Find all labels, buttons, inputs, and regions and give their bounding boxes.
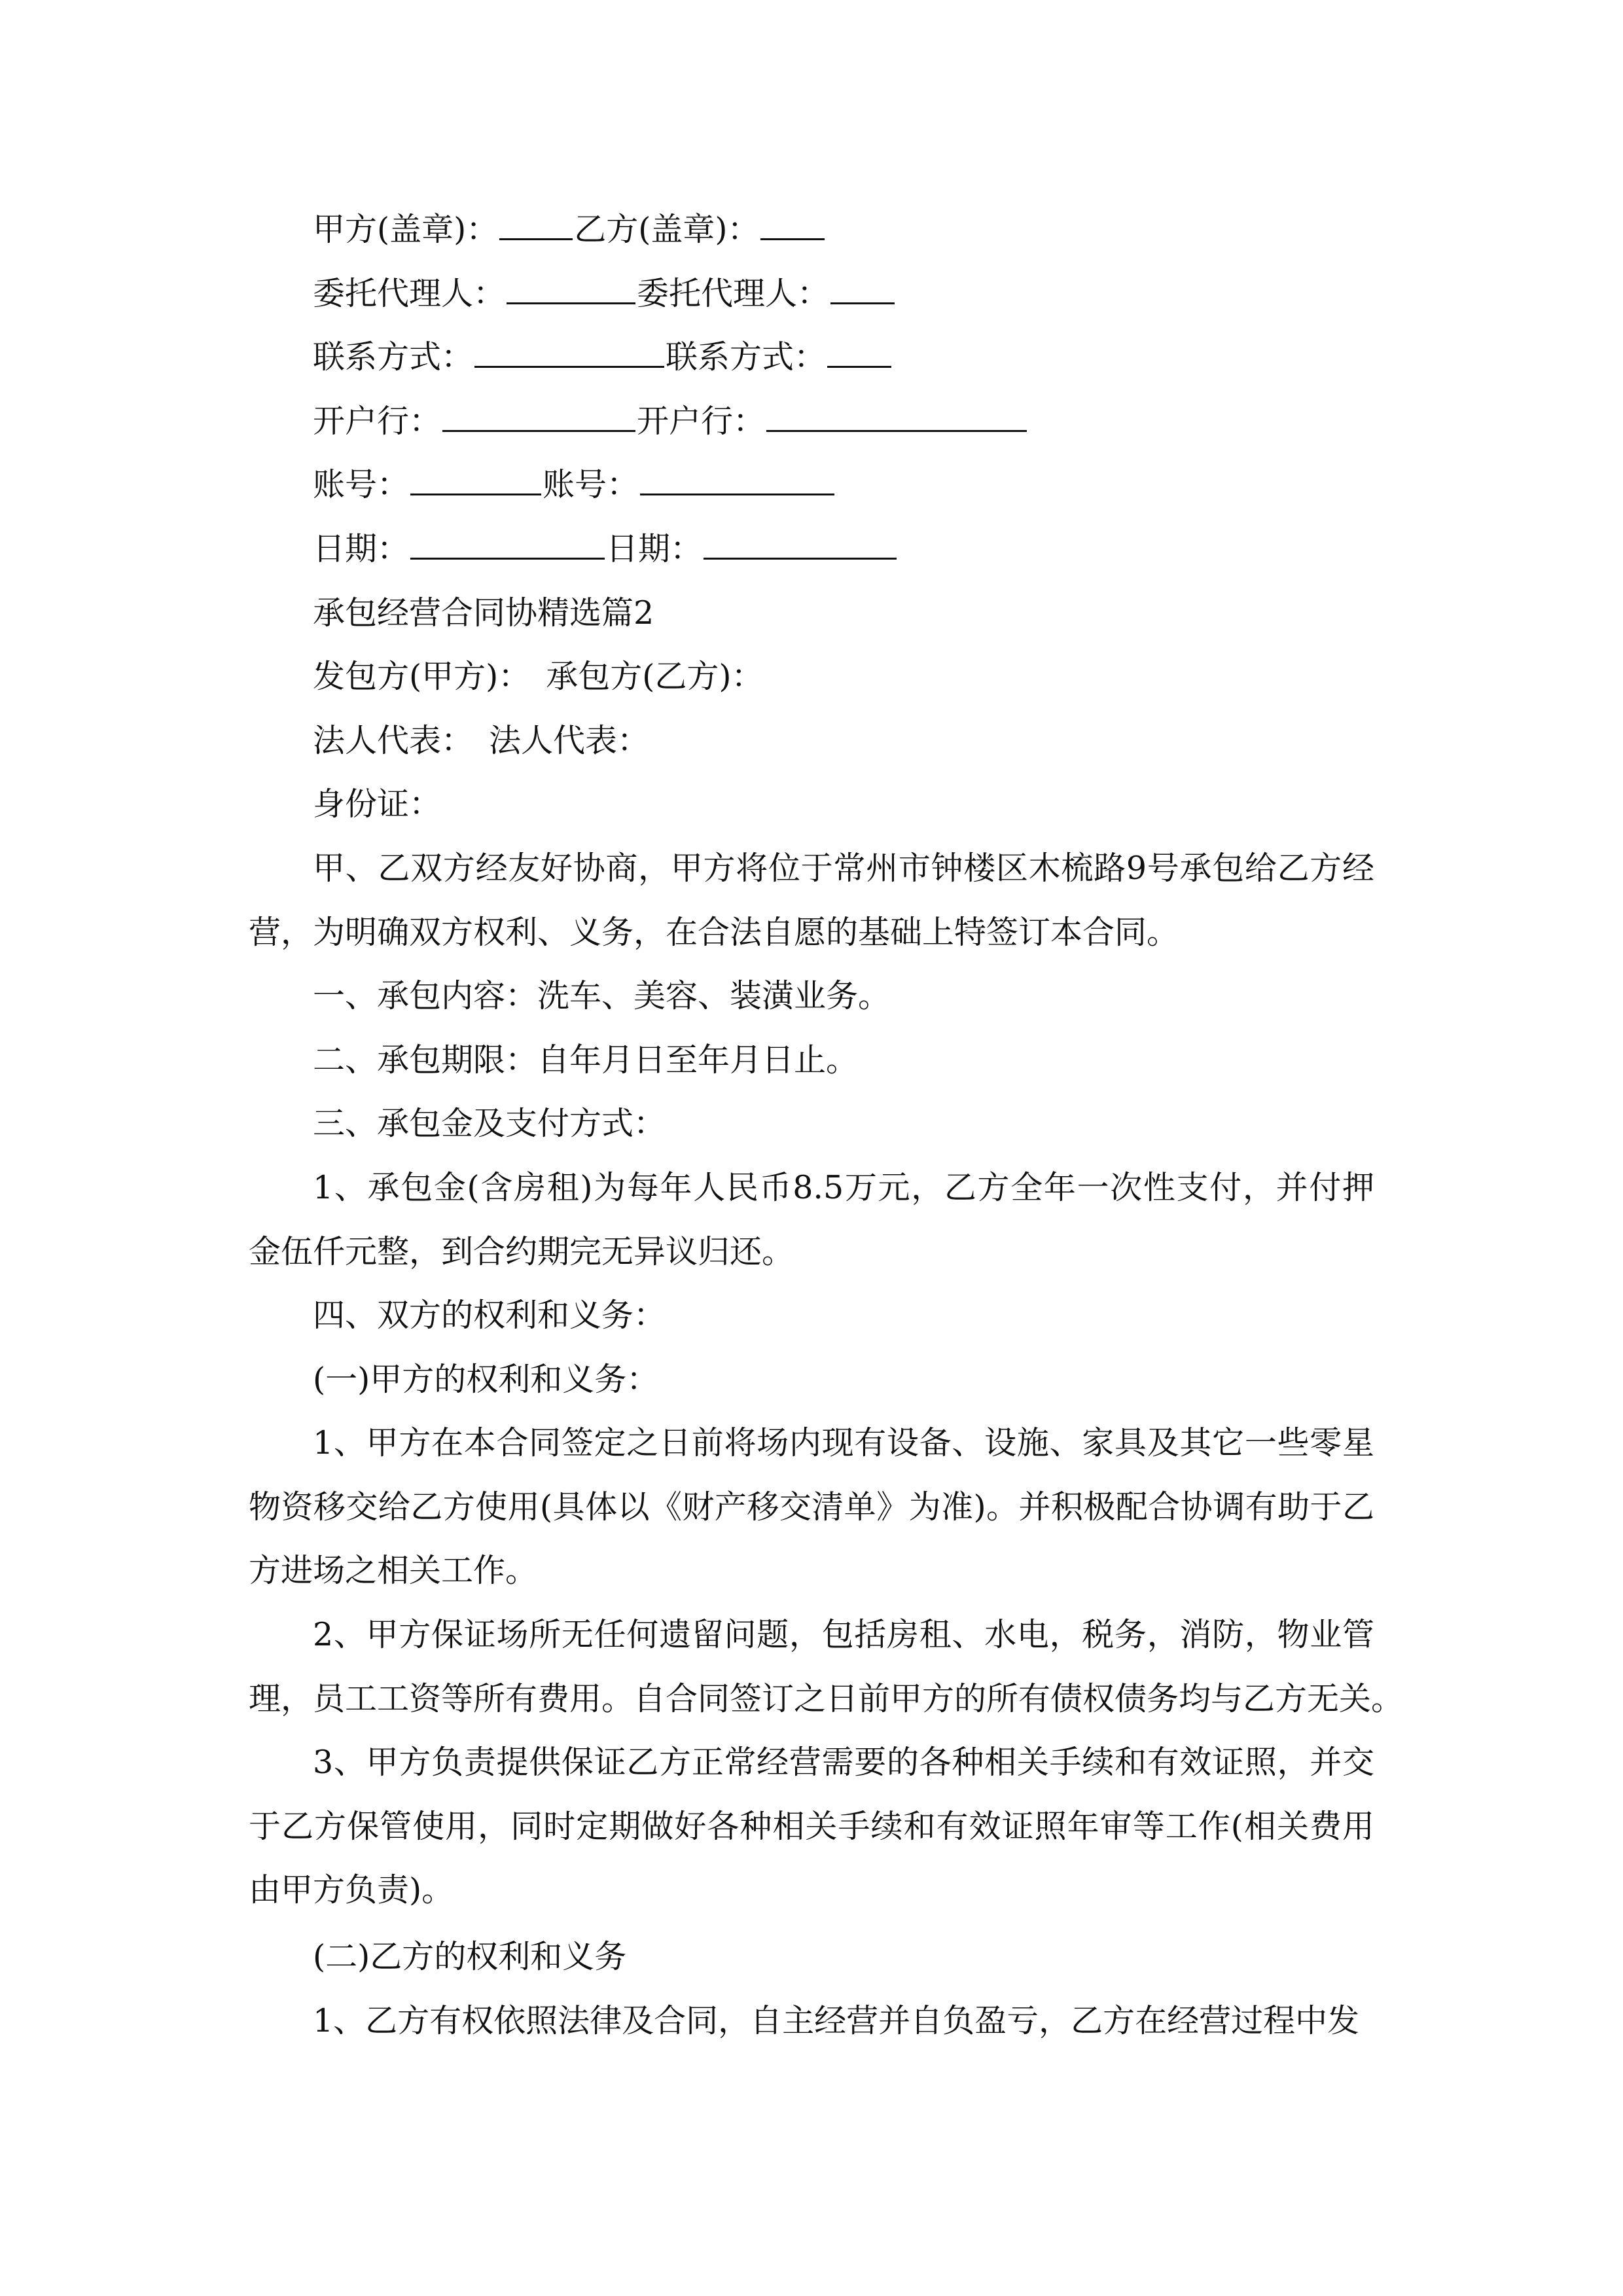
label: 乙方(盖章)： <box>574 211 760 248</box>
paragraph <box>249 1092 1374 1156</box>
signature-row-agent <box>249 262 1374 326</box>
blank-line <box>640 463 834 496</box>
blank-line <box>827 336 891 368</box>
label: 日期： <box>313 529 410 567</box>
paragraph-line: 四、双方的权利和义务： <box>313 1297 666 1335</box>
blank-line <box>410 463 541 496</box>
rep-label: 法人代表： <box>489 721 650 759</box>
label: 日期： <box>606 529 703 567</box>
paragraph-line: 金伍仟元整，到合约期完无异议归还。 <box>249 1232 794 1270</box>
signature-row-contact <box>249 325 1374 389</box>
paragraph-line: 三、承包金及支付方式： <box>313 1105 666 1143</box>
id-card-line: 身份证： <box>313 785 442 823</box>
employer-label: 发包方(甲方)： <box>313 658 531 696</box>
label: 联系方式： <box>313 338 474 376</box>
paragraph-line: 1、乙方有权依照法律及合同，自主经营并自负盈亏，乙方在经营过程中发 <box>313 2001 1360 2039</box>
paragraph-line: 1、甲方在本合同签定之日前将场内现有设备、设施、家具及其它一些零星 <box>313 1424 1374 1462</box>
representative-line <box>249 709 1374 773</box>
label: 委托代理人： <box>313 274 506 312</box>
parties-line <box>249 645 1374 709</box>
blank-line <box>410 527 605 560</box>
paragraph-line: 1、承包金(含房租)为每年人民币8.5万元，乙方全年一次性支付，并付押 <box>313 1168 1374 1206</box>
paragraph-line: 方进场之相关工作。 <box>249 1552 538 1590</box>
paragraph <box>249 1028 1374 1092</box>
paragraph <box>249 836 1374 964</box>
section-title: 承包经营合同协精选篇2 <box>313 594 654 632</box>
label: 甲方(盖章)： <box>313 211 499 248</box>
paragraph-line: (一)甲方的权利和义务： <box>313 1360 659 1398</box>
label: 账号： <box>543 466 639 504</box>
contract-body <box>249 836 1404 2053</box>
paragraph <box>249 1411 1374 1603</box>
signature-block <box>249 198 1374 581</box>
paragraph <box>249 1156 1374 1283</box>
paragraph <box>249 1348 1374 1412</box>
label: 委托代理人： <box>637 274 830 312</box>
paragraph-line: (二)乙方的权利和义务 <box>313 1938 627 1976</box>
blank-line <box>704 527 897 560</box>
blank-line <box>474 336 664 368</box>
blank-line <box>830 272 895 304</box>
paragraph <box>249 964 1374 1028</box>
blank-line <box>760 207 825 240</box>
label: 开户行： <box>637 402 766 440</box>
signature-row-account <box>249 453 1374 517</box>
paragraph-line: 营，为明确双方权利、义务，在合法自愿的基础上特签订本合同。 <box>249 913 1179 951</box>
signature-row-seal <box>249 198 1374 262</box>
label: 账号： <box>313 466 410 504</box>
document-page <box>249 198 1404 2053</box>
blank-line <box>499 207 573 240</box>
blank-line <box>766 399 1027 432</box>
label: 开户行： <box>313 402 442 440</box>
paragraph <box>249 1603 1404 1731</box>
paragraph-line: 于乙方保管使用，同时定期做好各种相关手续和有效证照年审等工作(相关费用 <box>249 1807 1374 1845</box>
paragraph-line: 一、承包内容：洗车、美容、装潢业务。 <box>313 977 891 1015</box>
paragraph <box>249 1925 1374 1989</box>
paragraph-line: 3、甲方负责提供保证乙方正常经营需要的各种相关手续和有效证照，并交 <box>313 1744 1374 1782</box>
rep-label: 法人代表： <box>313 721 474 759</box>
paragraph <box>249 1283 1374 1348</box>
paragraph-line: 由甲方负责)。 <box>249 1871 454 1909</box>
contractor-label: 承包方(乙方)： <box>546 658 764 696</box>
blank-line <box>507 272 635 304</box>
paragraph-line: 物资移交给乙方使用(具体以《财产移交清单》为准)。并积极配合协调有助于乙 <box>249 1488 1374 1526</box>
paragraph-line: 理，员工工资等所有费用。自合同签订之日前甲方的所有债权债务均与乙方无关。 <box>249 1679 1404 1717</box>
paragraph-line: 2、甲方保证场所无任何遗留问题，包括房租、水电，税务，消防，物业管 <box>313 1616 1374 1654</box>
label: 联系方式： <box>666 338 827 376</box>
paragraph <box>249 1731 1374 1922</box>
blank-line <box>442 399 635 432</box>
signature-row-date <box>249 517 1374 581</box>
signature-row-bank <box>249 389 1374 454</box>
paragraph-line: 甲、乙双方经友好协商，甲方将位于常州市钟楼区木梳路9号承包给乙方经 <box>313 849 1374 887</box>
paragraph <box>249 1989 1374 2053</box>
paragraph-line: 二、承包期限：自年月日至年月日止。 <box>313 1041 859 1079</box>
